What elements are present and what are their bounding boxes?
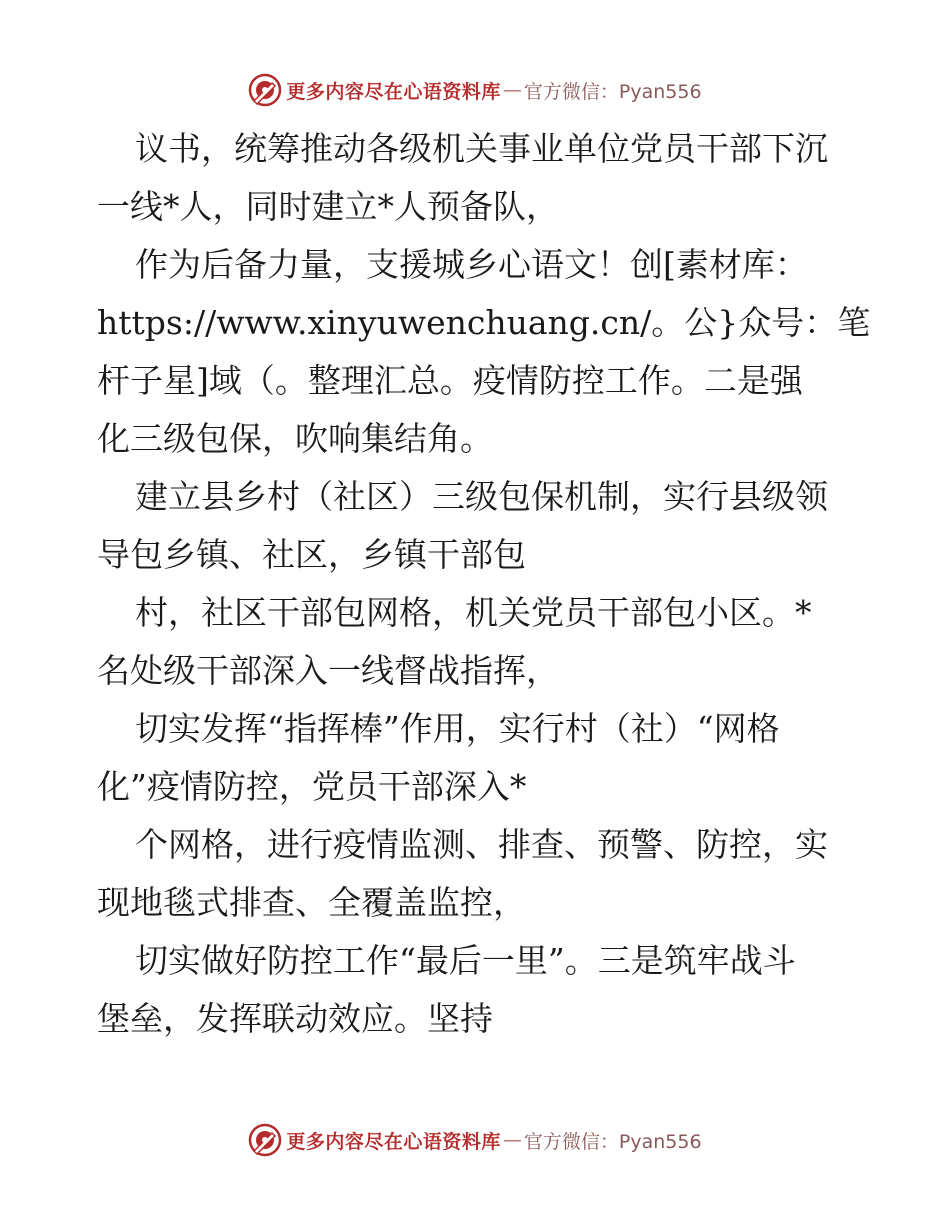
- header-brand-text: 更多内容尽在心语资料库: [286, 80, 501, 103]
- body-line: 杆子星]域（。整理汇总。疫情防控工作。二是强: [97, 361, 803, 400]
- footer-watermark: [0, 1120, 950, 1160]
- pen-logo-icon: [248, 1123, 282, 1157]
- body-line: https://www.xinyuwenchuang.cn/。公}众号：笔: [97, 303, 871, 342]
- header-contact-text: 官方微信：Pyan556: [523, 80, 702, 103]
- body-line: 堡垒，发挥联动效应。坚持: [97, 999, 493, 1038]
- body-line: 化”疫情防控，党员干部深入*: [97, 767, 527, 806]
- body-line: 导包乡镇、社区，乡镇干部包: [97, 535, 526, 574]
- body-line: 个网格，进行疫情监测、排查、预警、防控，实: [135, 825, 828, 864]
- body-line: 化三级包保，吹响集结角。: [97, 419, 493, 458]
- footer-contact-text: 官方微信：Pyan556: [523, 1130, 702, 1153]
- body-line: 议书，统筹推动各级机关事业单位党员干部下沉: [135, 129, 828, 168]
- pen-logo-icon: [248, 73, 282, 107]
- body-line: 作为后备力量，支援城乡心语文！创[素材库：: [135, 245, 808, 284]
- body-line: 名处级干部深入一线督战指挥，: [97, 651, 559, 690]
- body-line: 一线*人，同时建立*人预备队，: [97, 187, 559, 226]
- body-line: 村，社区干部包网格，机关党员干部包小区。*: [135, 593, 812, 632]
- header-watermark: [0, 70, 950, 110]
- body-line: 切实发挥“指挥棒”作用，实行村（社）“网格: [135, 709, 780, 748]
- body-line: 建立县乡村（社区）三级包保机制，实行县级领: [135, 477, 828, 516]
- body-line: 现地毯式排查、全覆盖监控，: [97, 883, 526, 922]
- footer-brand-text: 更多内容尽在心语资料库: [286, 1130, 501, 1153]
- header-separator: —: [502, 79, 522, 101]
- footer-separator: —: [502, 1129, 522, 1151]
- document-body: [97, 120, 877, 1048]
- body-line: 切实做好防控工作“最后一里”。三是筑牢战斗: [135, 941, 796, 980]
